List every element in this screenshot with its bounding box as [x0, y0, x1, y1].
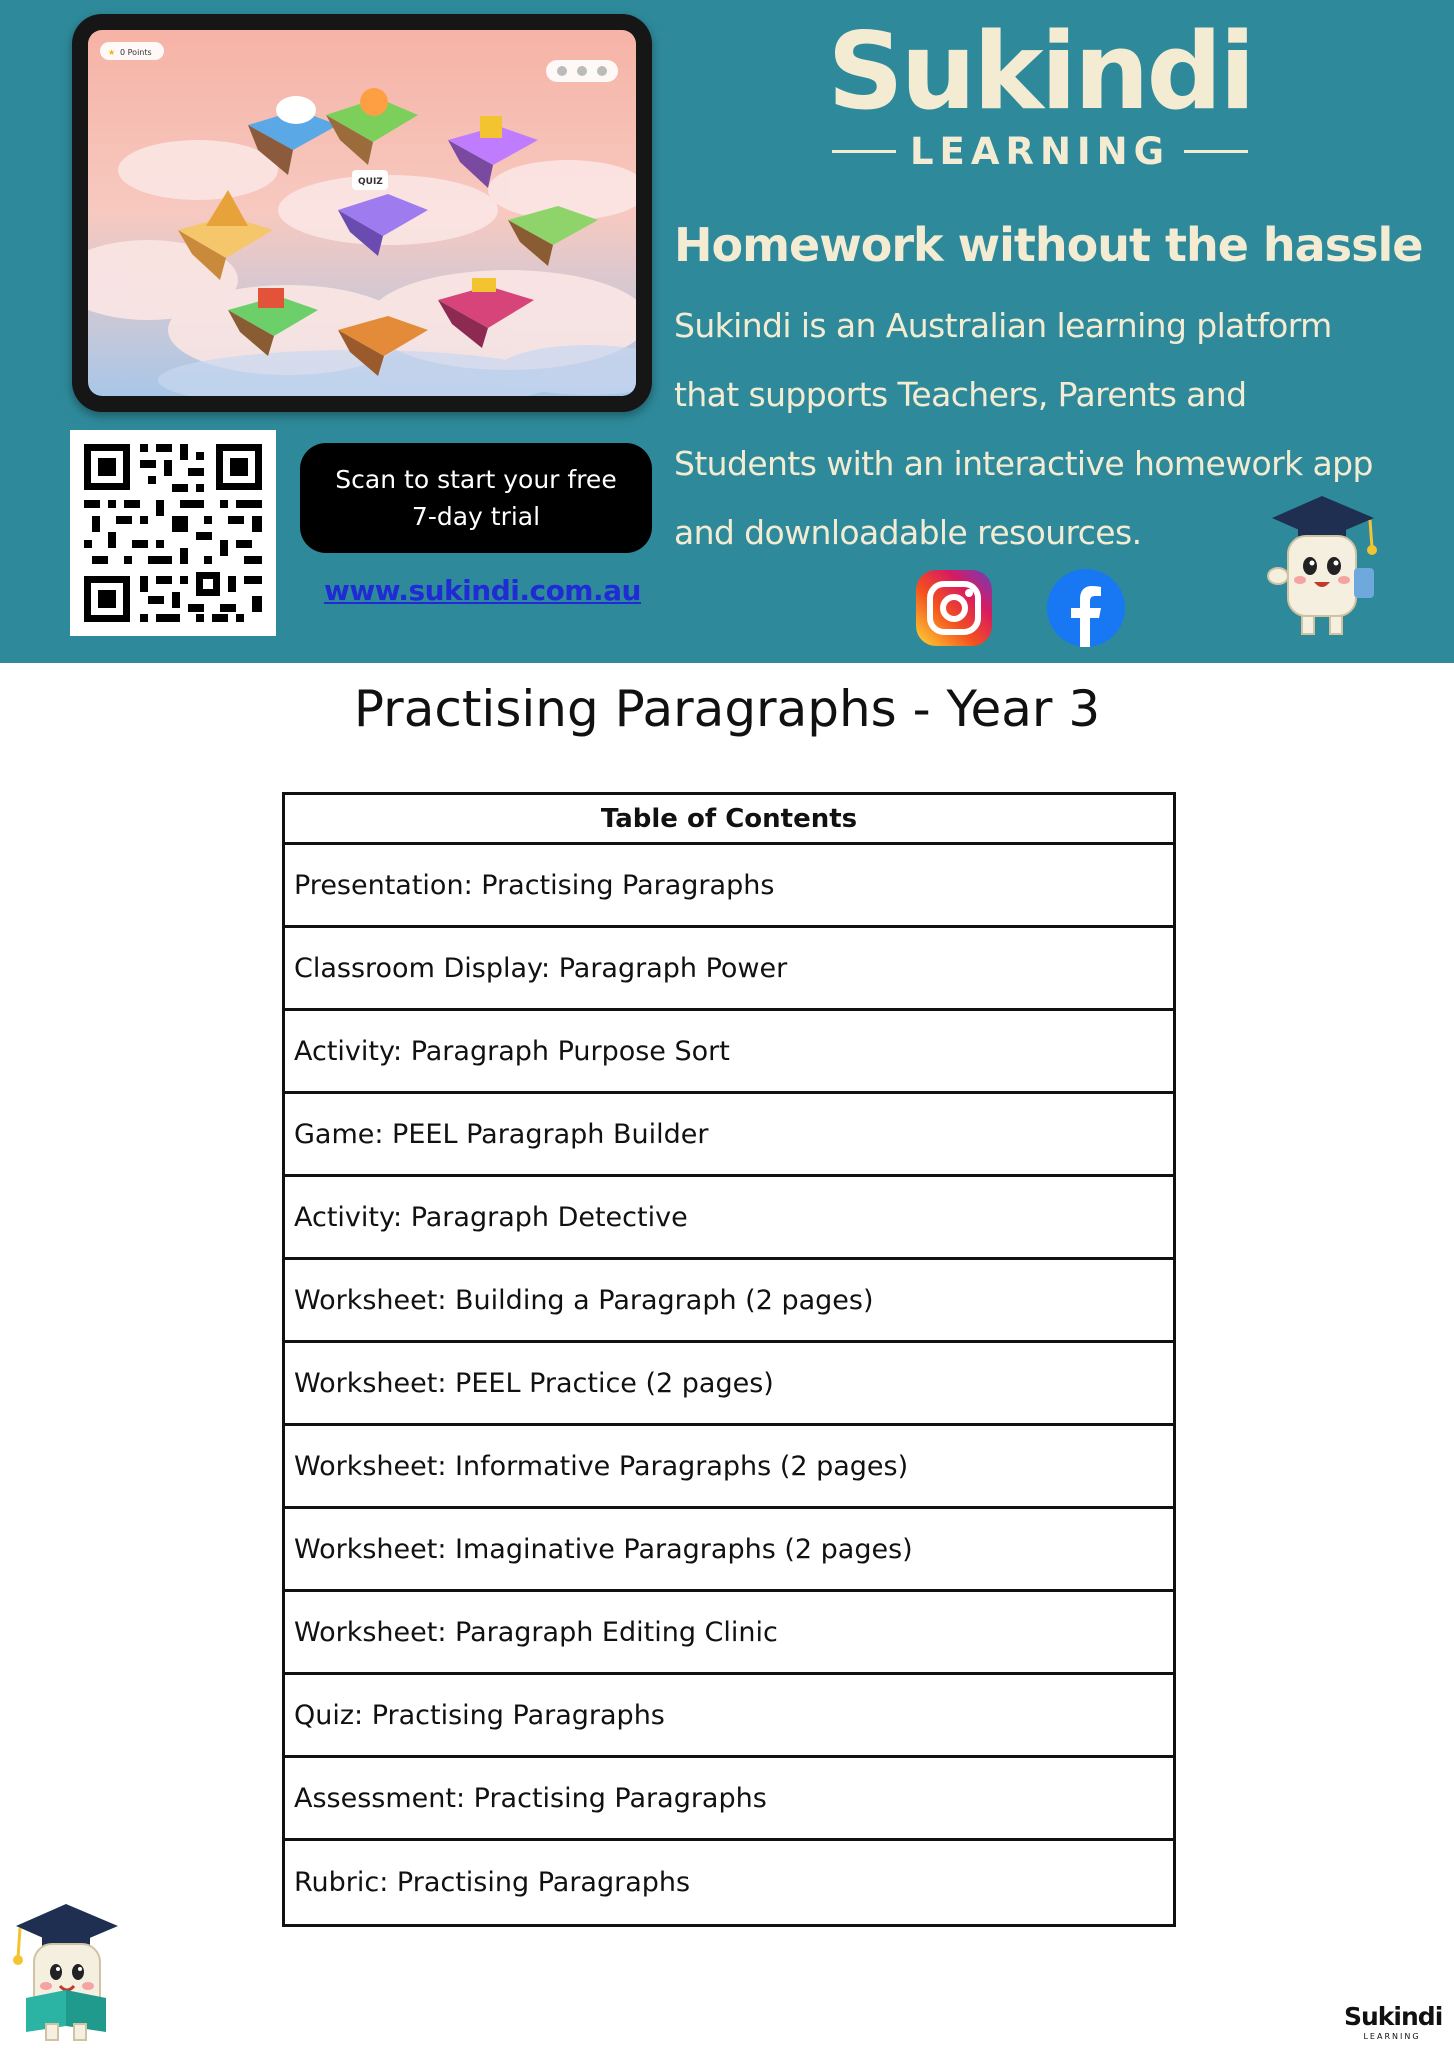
brand-subtitle [800, 130, 1280, 173]
toc-row: Activity: Paragraph Detective [285, 1177, 1173, 1260]
app-screenshot [88, 30, 636, 396]
points-label: 0 Points [120, 48, 152, 57]
free-trial-text: Scan to start your free 7-day trial [335, 465, 617, 531]
page-title: Practising Paragraphs - Year 3 [353, 680, 1101, 738]
mascot-reading-icon [8, 1894, 126, 2044]
facebook-icon[interactable] [1046, 568, 1126, 648]
free-trial-callout [300, 443, 652, 553]
qr-code-image [70, 430, 276, 636]
toc-heading: Table of Contents [285, 795, 1173, 845]
website-link[interactable]: www.sukindi.com.au [324, 574, 641, 607]
tablet-mockup [72, 14, 652, 412]
brand-subtitle-text: LEARNING [909, 130, 1171, 173]
toc-row: Worksheet: Building a Paragraph (2 pages) [285, 1260, 1173, 1343]
toc-row: Assessment: Practising Paragraphs [285, 1758, 1173, 1841]
header-banner [0, 0, 1454, 663]
toc-row: Worksheet: PEEL Practice (2 pages) [285, 1343, 1173, 1426]
brand-rule-left [832, 150, 896, 153]
toc-row: Worksheet: Imaginative Paragraphs (2 pages) [285, 1509, 1173, 1592]
toc-row: Worksheet: Informative Paragraphs (2 pages) [285, 1426, 1173, 1509]
instagram-icon[interactable] [914, 568, 994, 648]
star-icon: ★ [108, 48, 116, 57]
platform-description: Sukindi is an Australian learning platform that supports Teachers, Parents and Students with an interactive homework app and downloadable resources. [674, 306, 1373, 552]
toc-row: Classroom Display: Paragraph Power [285, 928, 1173, 1011]
quiz-label: QUIZ [358, 177, 383, 187]
toc-row: Activity: Paragraph Purpose Sort [285, 1011, 1173, 1094]
toc-row: Quiz: Practising Paragraphs [285, 1675, 1173, 1758]
tagline: Homework without the hassle [674, 218, 1423, 272]
brand-rule-right [1184, 150, 1248, 153]
brand-name: Sukindi [827, 10, 1253, 133]
toc-row: Worksheet: Paragraph Editing Clinic [285, 1592, 1173, 1675]
qr-code[interactable] [70, 430, 276, 636]
toc-row: Game: PEEL Paragraph Builder [285, 1094, 1173, 1177]
mascot-graduate-icon [1258, 484, 1384, 640]
footer-logo [1344, 2002, 1443, 2042]
brand-logo [800, 10, 1280, 173]
toc-row: Rubric: Practising Paragraphs [294, 1867, 691, 1898]
footer-brand-name: Sukindi [1344, 2002, 1443, 2031]
toc-row: Presentation: Practising Paragraphs [285, 845, 1173, 928]
app-world-map-illustration [88, 30, 636, 396]
footer-brand-subtitle: LEARNING [1363, 2032, 1421, 2041]
table-of-contents [282, 792, 1176, 1927]
